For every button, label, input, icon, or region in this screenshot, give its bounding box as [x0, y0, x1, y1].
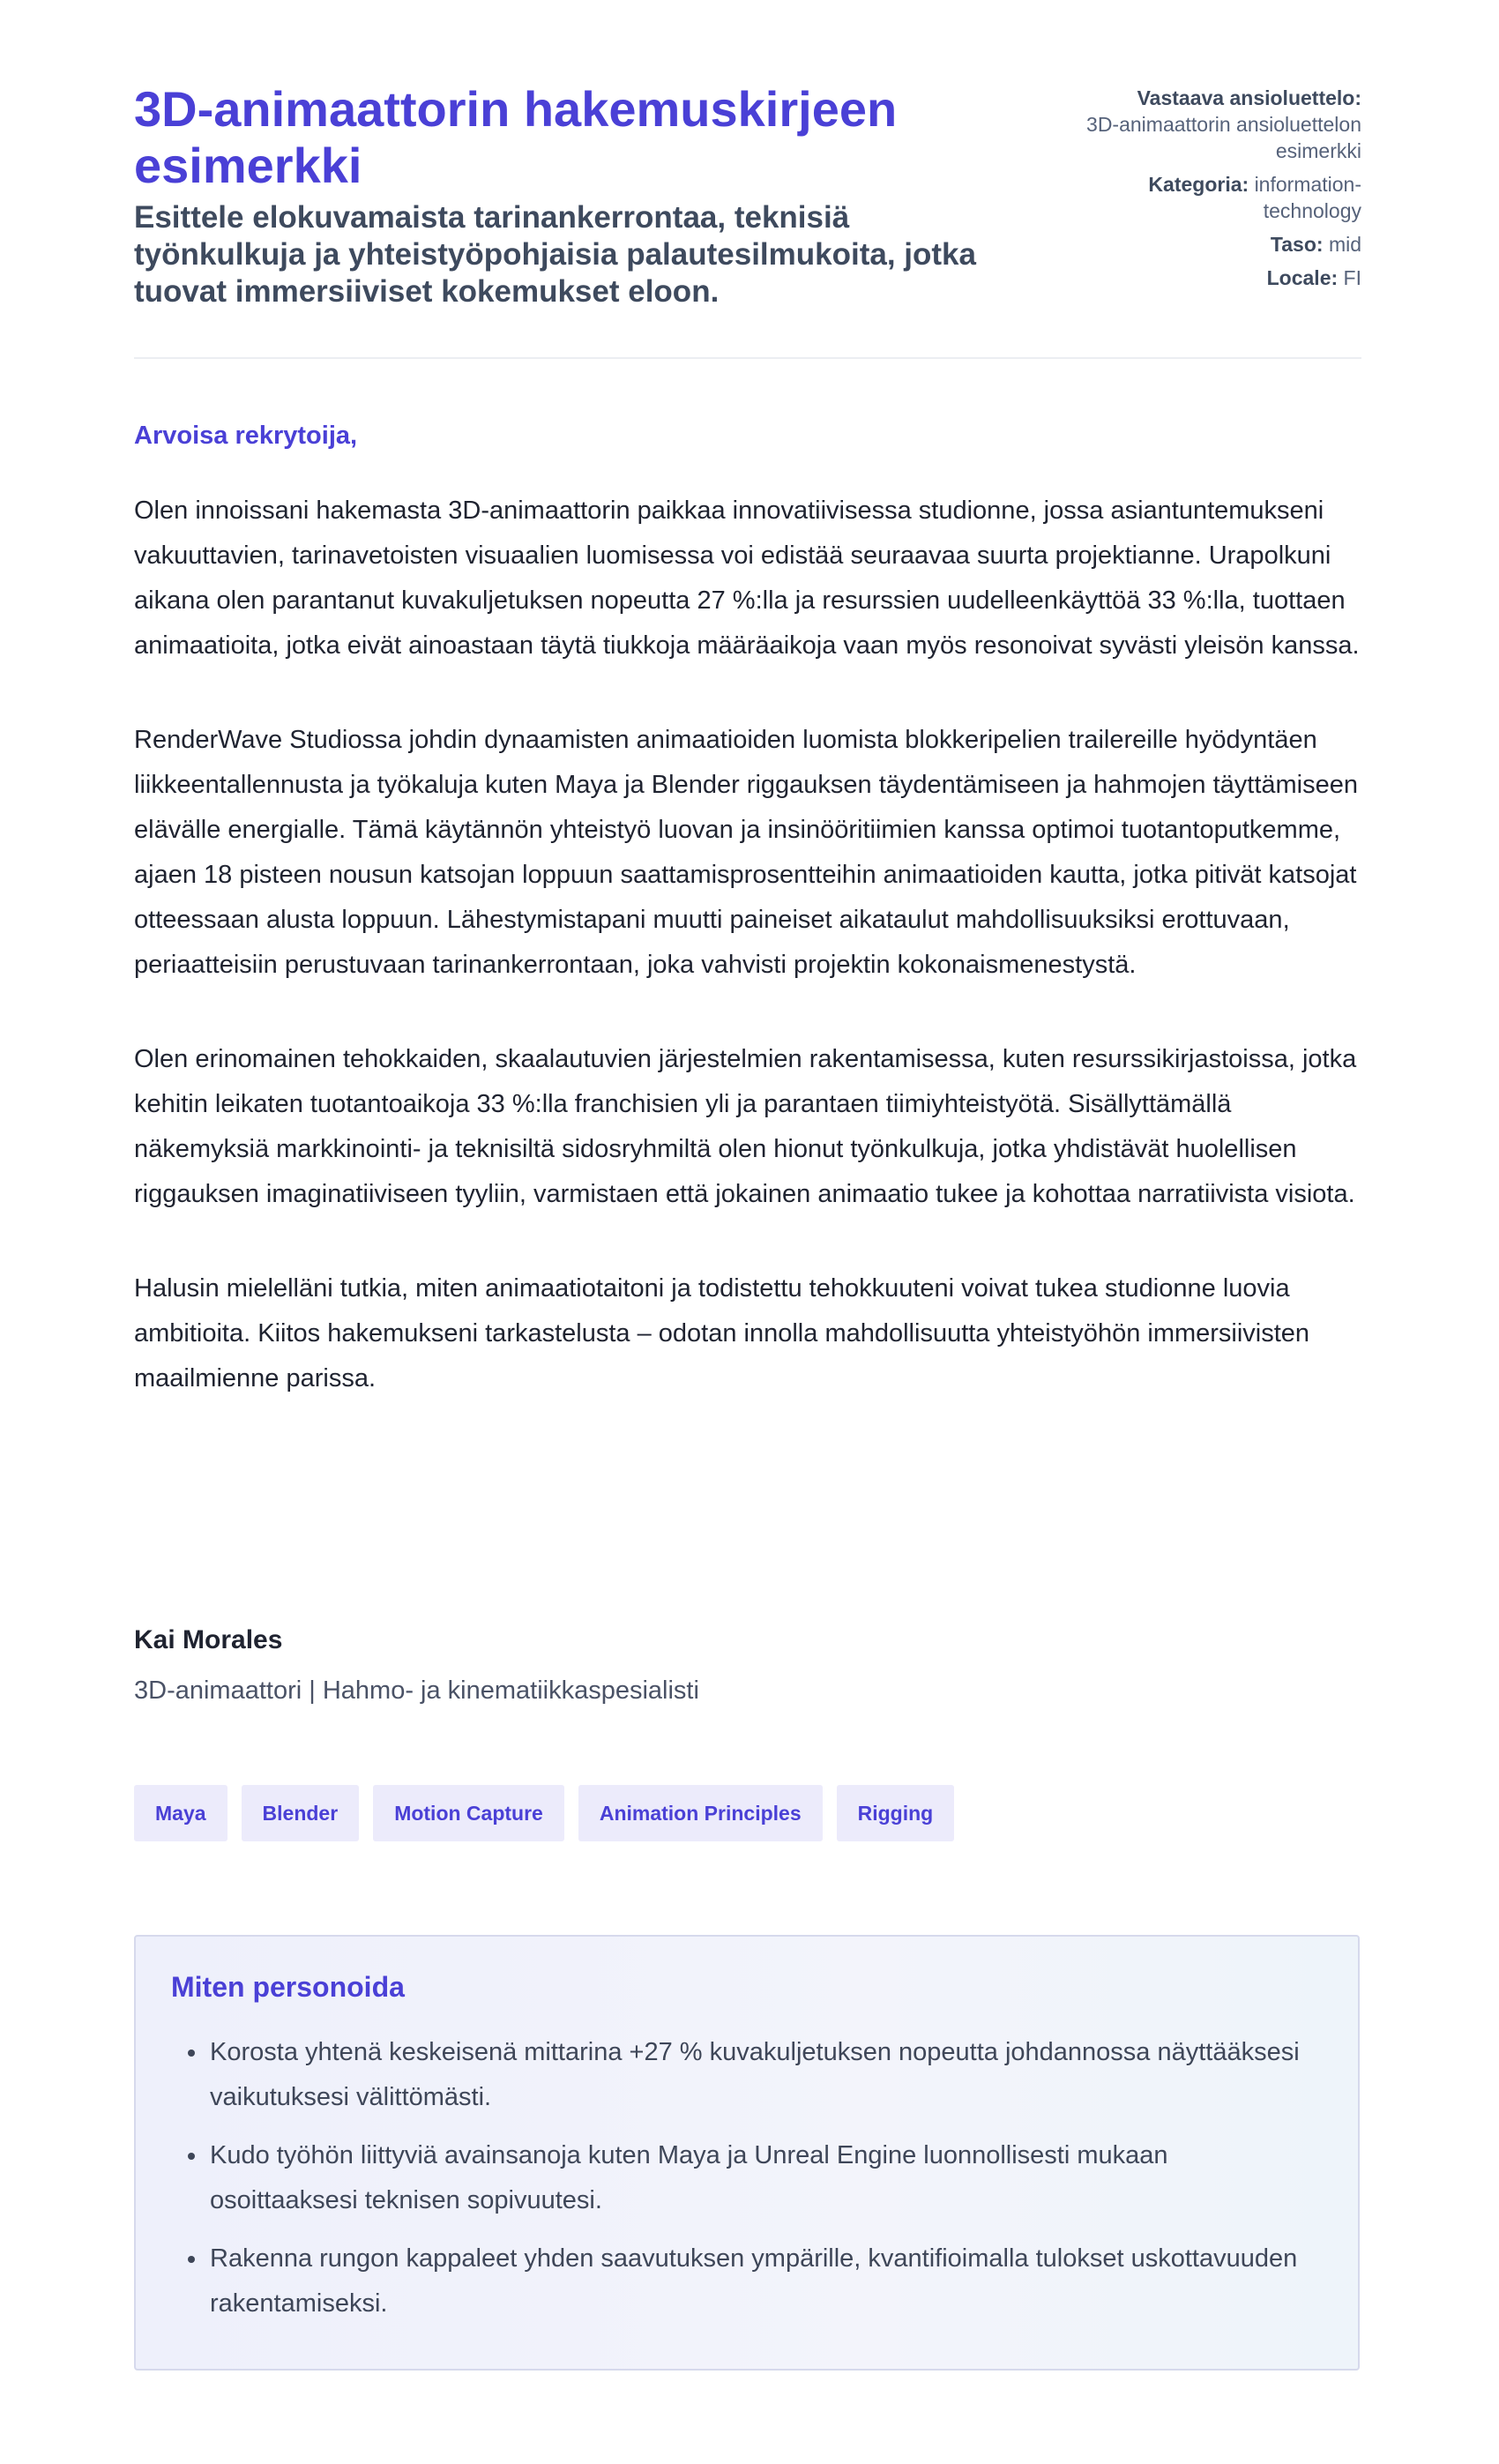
tips-title: Miten personoida: [171, 1971, 405, 2003]
skill-tag-maya: Maya: [134, 1785, 227, 1841]
meta-level: [1079, 231, 1361, 258]
personalization-tips-box: [134, 1935, 1360, 2371]
letter-paragraph: Halusin mielelläni tutkia, miten animaatiotaitoni ja todistettu tehokkuuteni voivat tukea studionne luovia ambitioita. Kiitos hakemukseni tarkastelusta – odotan innolla mahdollisuutta yhteistyöhön immersiivisten maailmienne parissa.: [134, 1274, 1310, 1393]
meta-locale: [1079, 265, 1361, 291]
letter-paragraph: RenderWave Studiossa johdin dynaamisten animaatioiden luomista blokkeripelien trailereille hyödyntäen liikkeentallennusta ja työkaluja kuten Maya ja Blender riggauksen täydentämiseen ja hahmojen täyttämiseen elävälle energialle. Tämä käytännön yhteistyö luovan ja insinööritiimien kanssa optimoi tuotantoputkemme, ajaen 18 pisteen nousun katsojan loppuun saattamisprosentteihin animaatioiden kautta, jotka pitivät katsojat otteessaan alusta loppuun. Lähestymistapani muutti paineiset aikataulut mahdollisuuksiksi erottuvaan, periaatteisiin perustuvaan tarinankerrontaan, joka vahvisti projektin kokonaismenestystä.: [134, 726, 1358, 979]
page-subtitle: Esittele elokuvamaista tarinankerrontaa, teknisiä työnkulkuja ja yhteistyöpohjaisia palautesilmukoita, jotka tuovat immersiiviset kokemukset eloon.: [134, 200, 976, 309]
meta-level-value: mid: [1328, 233, 1361, 256]
letter-paragraph: Olen erinomainen tehokkaiden, skaalautuvien järjestelmien rakentamisessa, kuten resurssikirjastoissa, jotka kehitin leikaten tuotantoaikoja 33 %:lla franchisien yli ja parantaen tiimiyhteistyötä. Sisällyttämällä näkemyksiä markkinointi- ja teknisiltä sidosryhmiltä olen hionut työnkulkuja, jotka yhdistävät huolellisen riggauksen imaginatiiviseen tyyliin, varmistaen että jokainen animaatio tukee ja kohottaa narratiivista visiota.: [134, 1045, 1357, 1208]
meta-category-label: Kategoria:: [1148, 173, 1249, 196]
meta-category: [1079, 171, 1361, 224]
tips-list: [171, 2030, 1323, 2326]
meta-locale-value: FI: [1343, 266, 1361, 289]
letter-body: [134, 489, 1368, 1451]
meta-resume-value: 3D-animaattorin ansioluettelon esimerkki: [1086, 113, 1361, 162]
skill-tag-animation-principles: Animation Principles: [578, 1785, 823, 1841]
signer-title: 3D-animaattori | Hahmo- ja kinematiikkaspesialisti: [134, 1676, 699, 1705]
header: [134, 81, 1361, 356]
page-title: 3D-animaattorin hakemuskirjeen esimerkki: [134, 81, 898, 193]
tip-item: • Rakenna rungon kappaleet yhden saavutuksen ympärille, kvantifioimalla tulokset uskottavuuden rakentamiseksi.: [208, 2236, 1323, 2326]
tip-item: • Korosta yhtenä keskeisenä mittarina +27 % kuvakuljetuksen nopeutta johdannossa näyttääksesi vaikutuksesi välittömästi.: [208, 2030, 1323, 2120]
skill-tag-blender: Blender: [242, 1785, 360, 1841]
skill-tag-motion-capture: Motion Capture: [373, 1785, 564, 1841]
meta-panel: [1079, 85, 1361, 298]
header-divider: [134, 357, 1361, 359]
tip-item: • Kudo työhön liittyviä avainsanoja kuten Maya ja Unreal Engine luonnollisesti mukaan osoittaaksesi teknisen sopivuutesi.: [208, 2133, 1323, 2223]
skill-tag-rigging: Rigging: [837, 1785, 955, 1841]
salutation: Arvoisa rekrytoija,: [134, 422, 358, 450]
skill-tags: [134, 1785, 954, 1841]
meta-locale-label: Locale:: [1266, 266, 1339, 289]
letter-paragraph: Olen innoissani hakemasta 3D-animaattorin paikkaa innovatiivisessa studionne, jossa asiantuntemukseni vakuuttavien, tarinavetoisten visuaalien luomisessa voi edistää seuraavaa suurta projektianne. Urapolkuni aikana olen parantanut kuvakuljetuksen nopeutta 27 %:lla ja resurssien uudelleenkäyttöä 33 %:lla, tuottaen animaatioita, jotka eivät ainoastaan täytä tiukkoja määräaikoja vaan myös resonoivat syvästi yleisön kanssa.: [134, 497, 1360, 660]
meta-level-label: Taso:: [1270, 233, 1324, 256]
meta-resume: [1079, 85, 1361, 164]
meta-resume-label: Vastaava ansioluettelo:: [1137, 86, 1361, 109]
signer-name: Kai Morales: [134, 1625, 283, 1654]
meta-category-value: information-technology: [1254, 173, 1361, 222]
